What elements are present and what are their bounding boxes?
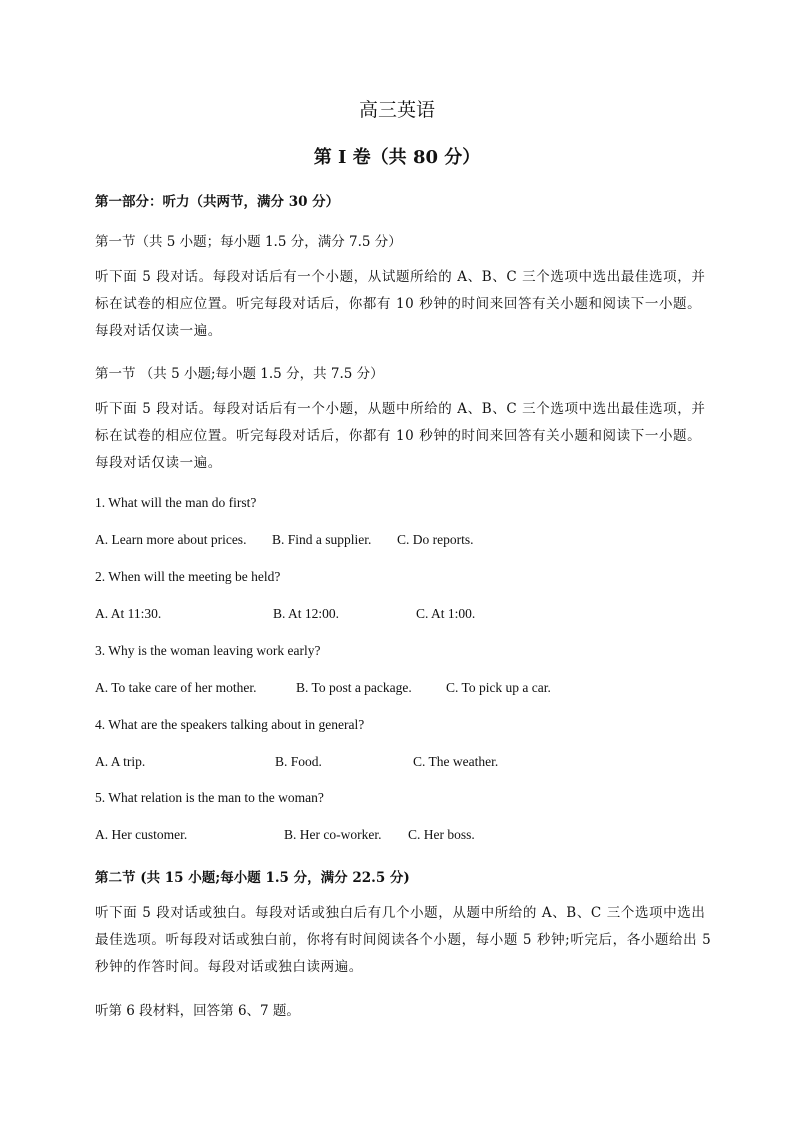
question-2: 2. When will the meeting be held? <box>95 569 281 584</box>
question-3-option-a: A. To take care of her mother. <box>95 680 257 695</box>
question-2-option-c: C. At 1:00. <box>416 606 476 621</box>
question-4-option-b: B. Food. <box>275 754 322 769</box>
question-3: 3. Why is the woman leaving work early? <box>95 643 321 658</box>
section1b-instructions: 听下面 5 段对话。每段对话后有一个小题，从题中所给的 A、B、C 三个选项中选出最佳选项，并标在试卷的相应位置。听完每段对话后，你都有 10 秒钟的时间来回答有关小题和阅读下一小题。每段对话仅读一遍。 <box>95 401 706 471</box>
question-1: 1. What will the man do first? <box>95 495 257 510</box>
section2-heading: 第二节 (共 15 小题;每小题 1.5 分，满分 22.5 分) <box>95 870 410 886</box>
question-1-option-c: C. Do reports. <box>397 532 474 547</box>
question-3-option-c: C. To pick up a car. <box>446 680 551 695</box>
section2-note: 听第 6 段材料，回答第 6、7 题。 <box>95 1003 300 1019</box>
section2-instructions: 听下面 5 段对话或独白。每段对话或独白后有几个小题，从题中所给的 A、B、C 三个选项中选出最佳选项。听每段对话或独白前，你将有时间阅读各个小题，每小题 5 秒钟;听完后，各小题给出 5 秒钟的作答时间。每段对话或独白读两遍。 <box>95 905 712 975</box>
question-5: 5. What relation is the man to the woman? <box>95 790 324 805</box>
question-4-option-a: A. A trip. <box>95 754 146 769</box>
question-4-option-c: C. The weather. <box>413 754 499 769</box>
paper-subtitle: 第 I 卷（共 80 分） <box>313 147 481 168</box>
section1b-heading: 第一节 （共 5 小题;每小题 1.5 分，共 7.5 分） <box>95 366 384 382</box>
part1-heading: 第一部分：听力（共两节，满分 30 分） <box>95 194 340 210</box>
section1a-heading: 第一节（共 5 小题；每小题 1.5 分，满分 7.5 分） <box>95 234 402 250</box>
page-title: 高三英语 <box>358 99 435 121</box>
question-4: 4. What are the speakers talking about in general? <box>95 717 365 732</box>
section1a-instructions: 听下面 5 段对话。每段对话后有一个小题，从试题所给的 A、B、C 三个选项中选出最佳选项，并标在试卷的相应位置。听完每段对话后，你都有 10 秒钟的时间来回答有关小题和阅读下一小题。每段对话仅读一遍。 <box>95 269 706 339</box>
question-3-option-b: B. To post a package. <box>296 680 412 695</box>
question-1-option-a: A. Learn more about prices. <box>95 532 247 547</box>
question-2-option-a: A. At 11:30. <box>95 606 162 621</box>
question-5-option-a: A. Her customer. <box>95 827 188 842</box>
question-1-option-b: B. Find a supplier. <box>272 532 372 547</box>
question-5-option-b: B. Her co-worker. <box>284 827 382 842</box>
question-2-option-b: B. At 12:00. <box>273 606 340 621</box>
question-5-option-c: C. Her boss. <box>408 827 475 842</box>
